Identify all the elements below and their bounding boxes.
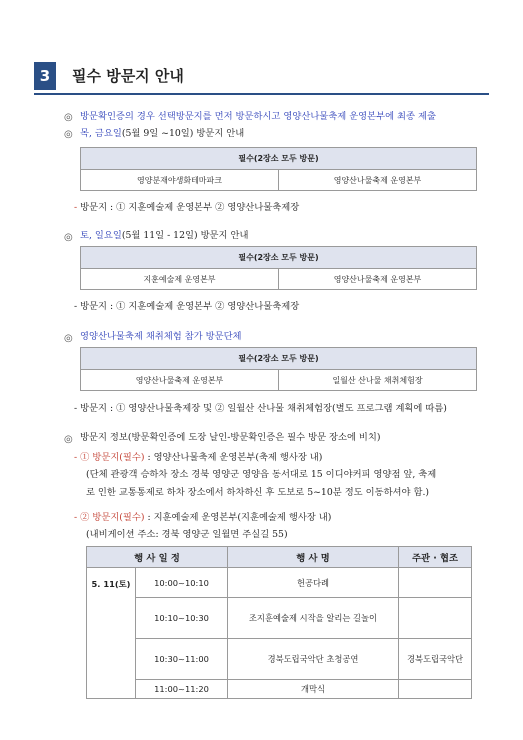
schedule-table [86,546,472,699]
day2-note: - 방문지 : ① 지훈예술제 운영본부 ② 영양산나물축제장 [74,301,300,312]
info-item1-rest: : 영양산나물축제 운영본부(축제 행사장 내) [144,452,323,463]
schedule-org [399,568,472,598]
info-item2-label: ② 방문지(필수) [80,512,145,523]
schedule-org [399,598,472,639]
day2-cell: 지훈예술제 운영본부 [81,269,279,290]
schedule-event: 개막식 [228,680,399,699]
info-item1-label: ① 방문지(필수) [80,452,145,463]
info-heading: 방문지 정보(방문확인증에 도장 날인-방문확인증은 필수 방문 장소에 비치) [80,432,381,443]
header-divider [34,93,489,95]
day1-table [80,147,477,191]
day2-table-head: 필수(2장소 모두 방문) [81,247,477,269]
day1-note-text: 방문지 : ① 지훈예술제 운영본부 ② 영양산나물축제장 [77,202,300,213]
day1-note: - 방문지 : ① 지훈예술제 운영본부 ② 영양산나물축제장 [74,202,300,213]
info-item1-dash: - [74,452,81,463]
schedule-event: 헌공다례 [228,568,399,598]
schedule-event: 경북도립국악단 초청공연 [228,639,399,680]
day2-table [80,246,477,290]
info-item2-dash: - [74,512,81,523]
intro-text: 방문확인증의 경우 선택방문지를 먼저 방문하시고 영양산나물축제 운영본부에 최종 제출 [80,111,436,122]
day1-heading-days: 목, 금요일 [80,128,122,139]
schedule-header: 행 사 명 [228,547,399,568]
group-cell: 영양산나물축제 운영본부 [81,370,279,391]
day1-heading [80,127,244,141]
schedule-org: 경북도립국악단 [399,639,472,680]
schedule-time: 10:10~10:30 [136,598,228,639]
info-item2-note: (내비게이션 주소: 경북 영양군 일월면 주실길 55) [86,529,288,540]
group-heading: 영양산나물축제 채취체험 참가 방문단체 [80,331,242,342]
info-item2-rest: : 지훈예술제 운영본부(지훈예술제 행사장 내) [144,512,332,523]
section-number: 3 [34,62,56,90]
bullet-icon: ◎ [64,232,73,243]
day2-heading-days: 토, 일요일 [80,230,122,241]
schedule-header: 주관 · 협조 [399,547,472,568]
schedule-event: 조지훈예술제 시작을 알리는 길놀이 [228,598,399,639]
bullet-icon: ◎ [64,129,73,140]
day2-heading-rest: (5월 11일 - 12일) 방문지 안내 [121,230,249,241]
schedule-time: 10:30~11:00 [136,639,228,680]
bullet-icon: ◎ [64,434,73,445]
day1-table-head: 필수(2장소 모두 방문) [81,148,477,170]
info-item2 [74,511,331,525]
info-item1 [74,451,322,465]
schedule-time: 10:00~10:10 [136,568,228,598]
schedule-org [399,680,472,699]
schedule-time: 11:00~11:20 [136,680,228,699]
group-cell: 일월산 산나물 채취체험장 [279,370,477,391]
day1-cell: 영양산나물축제 운영본부 [279,170,477,191]
day1-heading-rest: (5월 9일 ~10일) 방문지 안내 [121,128,245,139]
group-table-head: 필수(2장소 모두 방문) [81,348,477,370]
day1-cell: 영양분재야생화테마파크 [81,170,279,191]
schedule-date: 5. 11(토) [87,568,136,699]
bullet-icon: ◎ [64,112,73,123]
schedule-header: 행 사 일 정 [87,547,228,568]
group-table [80,347,477,391]
bullet-icon: ◎ [64,333,73,344]
day2-cell: 영양산나물축제 운영본부 [279,269,477,290]
group-note: - 방문지 : ① 영양산나물축제장 및 ② 일월산 산나물 채취체험장(별도 프로그램 계획에 따름) [74,403,447,414]
info-item1-note1: (단체 관광객 승하차 장소 경북 영양군 영양읍 동서대로 15 이디야커피 영양점 앞, 축제 [86,469,437,480]
info-item1-note2: 로 인한 교통통제로 하차 장소에서 하차하신 후 도보로 5~10분 정도 이동하셔야 함.) [86,487,430,498]
section-header [34,60,489,96]
day2-heading [80,229,248,243]
section-title: 필수 방문지 안내 [72,67,184,85]
